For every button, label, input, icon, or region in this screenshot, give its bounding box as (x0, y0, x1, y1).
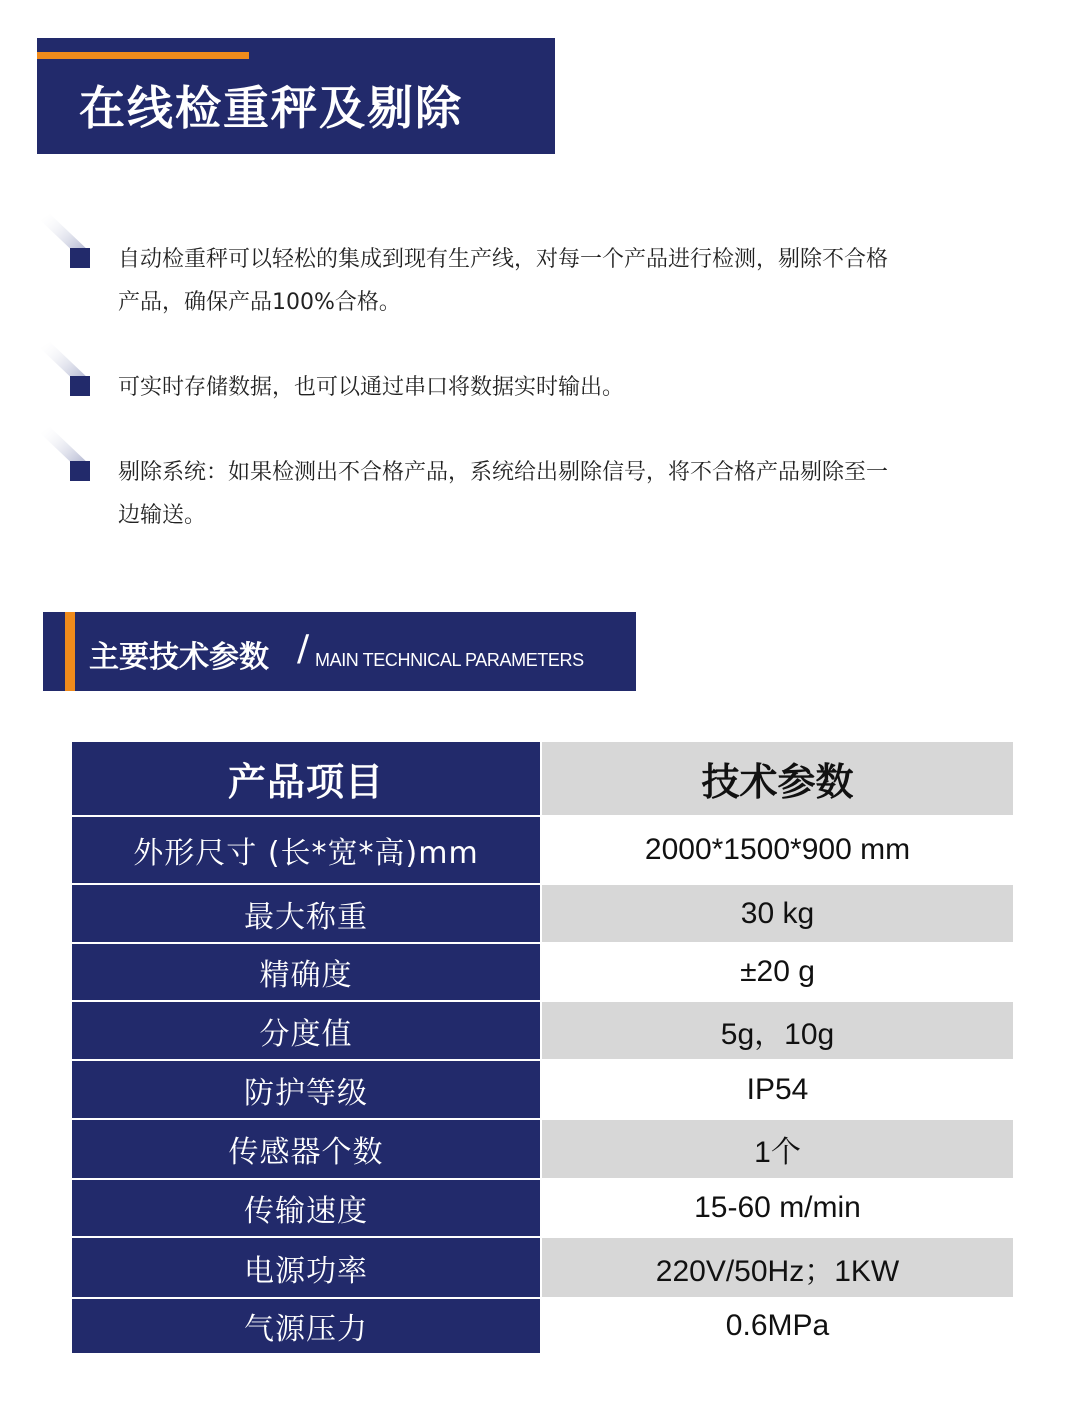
table-row (72, 944, 1013, 1002)
table-row (72, 1180, 1013, 1238)
section-title-en: MAIN TECHNICAL PARAMETERS (315, 650, 584, 670)
table-row (72, 1238, 1013, 1299)
row-value: 15-60 m/min (542, 1180, 1013, 1236)
table-row (72, 817, 1013, 885)
row-value: 5g，10g (542, 1002, 1013, 1059)
bullet-line: 产品，确保产品100%合格。 (118, 290, 401, 315)
row-item: 气源压力 (72, 1299, 540, 1353)
section-accent-bar (65, 612, 75, 691)
row-value: 0.6MPa (542, 1299, 1013, 1353)
row-item: 传输速度 (72, 1180, 540, 1236)
row-value: 30 kg (542, 885, 1013, 942)
section-title-zh: 主要技术参数 (89, 640, 269, 675)
bullet-line: 剔除系统：如果检测出不合格产品，系统给出剔除信号，将不合格产品剔除至一 (118, 460, 889, 485)
row-value: 220V/50Hz；1KW (542, 1238, 1013, 1297)
row-item: 最大称重 (72, 885, 540, 942)
table-row (72, 1120, 1013, 1180)
bullet-square-icon (40, 427, 96, 487)
page-title: 在线检重秤及剔除 (79, 81, 463, 135)
bullet-square-icon (40, 342, 96, 402)
row-value: 1个 (542, 1120, 1013, 1178)
bullet-square-icon (40, 214, 96, 274)
bullet-line: 边输送。 (118, 503, 207, 528)
section-title-separator: / (297, 628, 310, 669)
table-row (72, 1061, 1013, 1120)
title-banner (37, 38, 555, 154)
row-item: 外形尺寸 (长*宽*高)mm (72, 817, 540, 883)
table-row (72, 885, 1013, 944)
bullet-line: 可实时存储数据，也可以通过串口将数据实时输出。 (118, 375, 625, 400)
row-item: 防护等级 (72, 1061, 540, 1118)
bullet-line: 自动检重秤可以轻松的集成到现有生产线，对每一个产品进行检测，剔除不合格 (118, 247, 889, 272)
row-item: 传感器个数 (72, 1120, 540, 1178)
table-row (72, 1299, 1013, 1353)
row-value: ±20 g (542, 944, 1013, 1000)
row-value: IP54 (542, 1061, 1013, 1118)
row-item: 电源功率 (72, 1238, 540, 1297)
header-item: 产品项目 (72, 742, 540, 815)
row-item: 精确度 (72, 944, 540, 1000)
row-value: 2000*1500*900 mm (542, 817, 1013, 883)
row-item: 分度值 (72, 1002, 540, 1059)
spec-table (72, 742, 1013, 1353)
table-header-row (72, 742, 1013, 817)
title-accent-line (37, 52, 249, 59)
table-row (72, 1002, 1013, 1061)
header-value: 技术参数 (542, 742, 1013, 815)
section-header (43, 612, 636, 691)
